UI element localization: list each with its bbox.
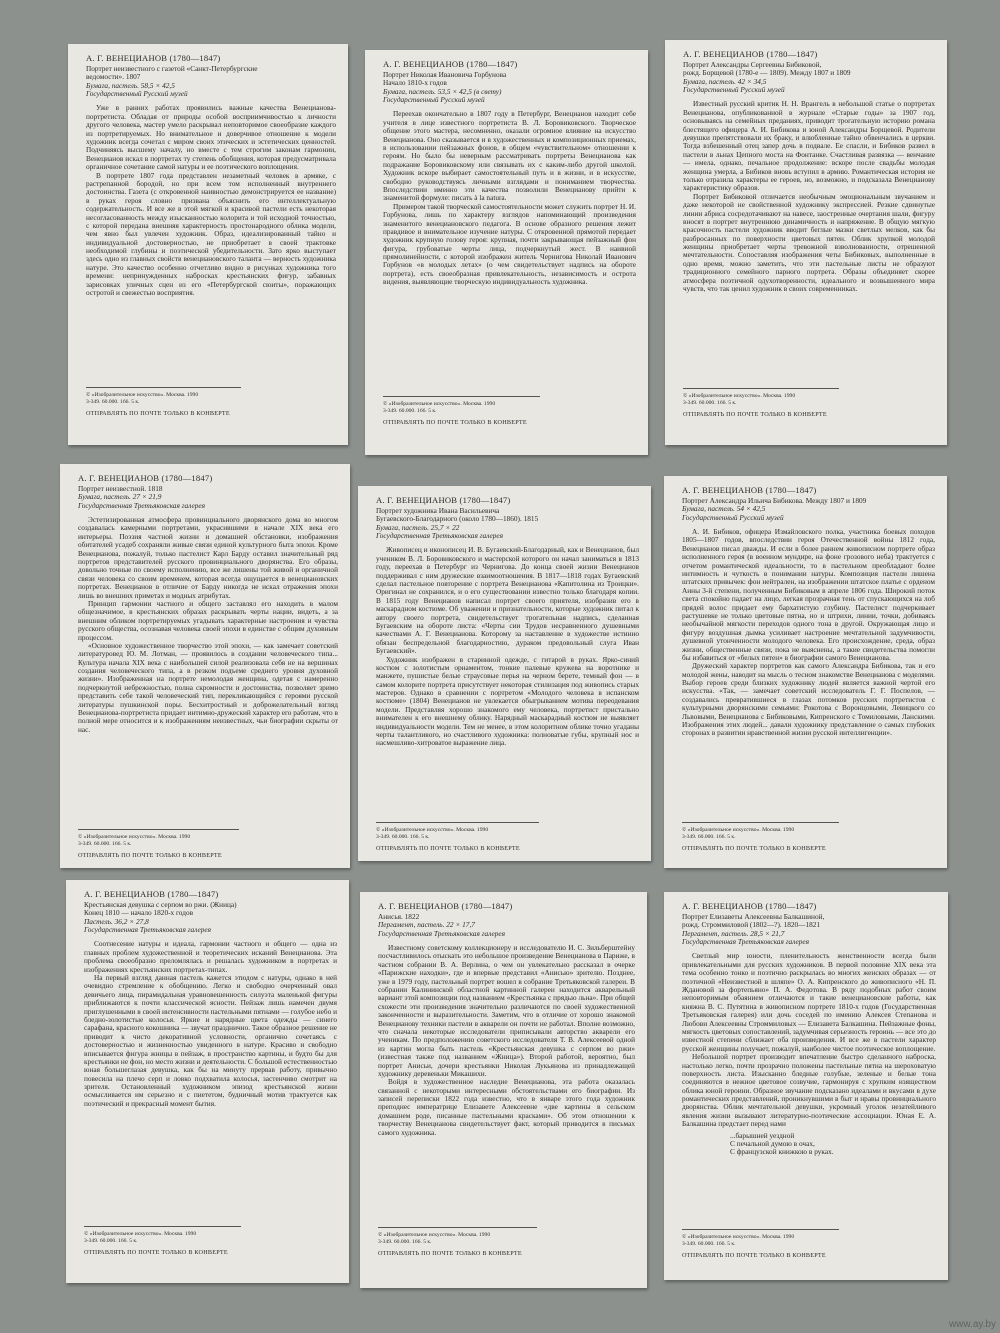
postcard-9 — [664, 892, 948, 1280]
print-code: 3-349. 60.000. 166. 5 к. — [78, 840, 132, 847]
card-footer — [78, 829, 338, 860]
postcard-5 — [358, 486, 651, 861]
mail-notice: ОТПРАВЛЯТЬ ПО ПОЧТЕ ТОЛЬКО В КОНВЕРТЕ — [376, 844, 520, 852]
publisher: © «Изобразительное искусство». Москва. 1990 — [682, 827, 795, 833]
card-collection: Государственный Русский музей — [86, 89, 188, 99]
publisher: © «Изобразительное искусство». Москва. 1990 — [378, 1232, 491, 1238]
mail-notice: ОТПРАВЛЯТЬ ПО ПОЧТЕ ТОЛЬКО В КОНВЕРТЕ — [682, 844, 826, 852]
paragraph: Эстетизированная атмосфера провинциального дворянского дома во многом создавалась камерными портретами, украсившими в начале XIX века его интерьеры. Поэзия частной жизни и домашней обстановки, изображения обитателей усадеб сохраняли живые связи единой культурного быта эпохи. Кроме Венецианова, пожалуй, только пастелист Карл Барду оставил значительный ряд портретов представителей русского провинциального дворянства. Его образы, довольно точные по своему исполнению, все же лишены той живой и органичной связи человека со своим временем, которая всегда ощущается в венециановских портретах. Венецианов в отличие от Барду никогда не искал отражения эпохи лишь во внешних приметах и модных атрибутах. — [78, 515, 338, 600]
paragraph: Портрет Бибиковой отличается необычным эмоциональным звучанием и даже некоторой не свойственной художнику экспрессией. Резкие сдвинутые линии абриса сосредотачивают на навесе, заостренные очертания шали, фигуру вносят в портрет внутреннюю динамичность и напряжение. В общую мягкую красочность пастели художник вводит беглые мазки светлых мелков, как бы разбросанных по поверхности цветовых пятен. Облик хрупкой молодой женщины приобретает черты тревожной взволнованности, отрешенной мечтательности. Сопоставляя изображения четы Бибиковых, выполненные в одно время, можно заметить, что эти пастельные листы не образуют традиционного семейного парного портрета. Образы объединяет скорее атмосфера поэтичной одухотворенности, идеального и возвышенного мира чувств, что так ценил художник в своих современниках. — [683, 191, 935, 294]
card-title: Портрет Александры Сергеевны Бибиковой, — [683, 59, 822, 69]
mail-notice: ОТПРАВЛЯТЬ ПО ПОЧТЕ ТОЛЬКО В КОНВЕРТЕ — [683, 410, 827, 418]
card-title: Портрет Александра Ильича Бибикова. Между 1807 и 1809 — [682, 495, 867, 505]
mail-notice: ОТПРАВЛЯТЬ ПО ПОЧТЕ ТОЛЬКО В КОНВЕРТЕ — [383, 418, 527, 426]
footer-rule — [376, 822, 539, 823]
card-technique: Бумага, пастель. 54 × 42,5 — [682, 504, 766, 514]
footer-rule — [78, 829, 239, 830]
postcard-8 — [360, 892, 647, 1288]
verse-line: С французской книжкою в руках. — [730, 1147, 834, 1157]
paragraph: Небольшой портрет производит впечатление быстро сделанного наброска, настолько легко, почти прозрачно положены пастельные пятна на шероховатую поверхность листа. Изысканно бледные голубые, зеленые и белые тона соединяются в нежное цветовое созвучие, гармонируя с хрупким изяществом облика юной героини. Образное звучание подсказано идеалами и вкусами в духе романтических представлений, проникнувшими в быт и нравы провинциального дворянства. Облик мечтательной девушки, укромный уголок незатейливого явления жизни вызывают литературно-поэтические ассоциации. Юная Е. А. Балкашина предстает перед нами — [682, 1052, 936, 1129]
paragraph: А. И. Бибиков, офицера Измайловского полка, участника боевых походов 1805—1807 годов, впоследствии героя Отечественной войны 1812 года, Венецианов писал дважды. И если в более раннем живописном портрете образ исполненного героя (в военном мундире, на фоне грозового неба) трактуется с отчетом романтической идеальности, то в пастельном преобладают более интимность и чуткость в понимании натуры. Композиция пастели лишена штатских привычек: фон нейтрален, на изображении штатское платье с орденом Анны 3-й степени, полученным Бибиковым в апреле 1806 года. Широкий поток света спокойно падает на лицо, легкая прозрачная тень от спускающихся на лоб прядей волос придает ему бархатистую глубину. Пастелист подчеркивает растушевке не только цветовые пятна, но и штрихи, линии, точки, добиваясь необычайной мягкости переходов одного тона в другой. Окружающая лицо и фигуру воздушная дымка усиливает настроение мечтательной задумчивости, душевной утонченности молодого человека. Его происхождение, среда, образ жизни, общественные связи, пока не выяснены, а такие свидетельства помогли бы избавиться от «белых пятен» в биографии самого Венецианова. — [682, 527, 935, 662]
card-author: А. Г. ВЕНЕЦИАНОВ (1780—1847) — [683, 49, 818, 59]
card-technique: Бумага, пастель. 58,5 × 42,5 — [86, 80, 175, 90]
postcard-1 — [68, 44, 348, 445]
card-body — [383, 110, 636, 286]
paragraph: Известный русский критик Н. Н. Врангель в небольшой статье о портретах Венецианова, опубликованной в журнале «Старые годы» за 1907 год, основываясь на семейных преданиях, приводит трогательную историю романа блестящего офицера А. И. Бибикова и юной Александры Борщевой. Родители девушки препятствовали их браку, и влюбленные тайно обвенчались в церкви. Тогда взбешенный отец запер дочь в подвале. Ее спасли, и Бибиков развел в пастели в льнах Цепного моста на Фонтанке. Счастливая развязка — венчание — имела, однако, печальное продолжение: вскоре после свадьбы молодая женщина умерла, а Бибиков вновь вступил в армию. Романтическая история не только отразила характеры ее героев, но, возможно, и подсказала Венецианову характеристику образов. — [683, 99, 935, 193]
card-footer — [376, 822, 639, 853]
print-code: 3-349. 60.000. 166. 5 к. — [378, 1238, 432, 1245]
card-title: Начало 1810-х годов — [383, 78, 447, 88]
card-title: Крестьянская девушка с серпом во ржи. (Жница) — [84, 899, 237, 909]
publisher: © «Изобразительное искусство». Москва. 1990 — [683, 393, 796, 399]
card-author: А. Г. ВЕНЕЦИАНОВ (1780—1847) — [682, 901, 817, 911]
paragraph: Соотнесение натуры и идеала, гармонии частного и общего — одна из главных проблем художественной и теоретических исканий Венецианова. Эта проблема своеобразно преломлялась и решалась художником в портретах и изображениях крестьянских портретах-типах. — [84, 939, 337, 974]
print-code: 3-349. 60.000. 166. 5 к. — [682, 1240, 736, 1247]
card-collection: Государственная Третьяковская галерея — [84, 925, 212, 935]
card-title: Портрет Николая Ивановича Горбунова — [383, 69, 507, 79]
card-collection: Государственная Третьяковская галерея — [376, 531, 504, 541]
paragraph: Войдя в художественное наследие Венецианова, эта работа оказалась связанной с некоторыми интересными обстоятельствами его биографии. Из записей переписки 1822 года известно, что в январе этого года художник преподнес императрице Елизавете Алексеевне «две картины в сельском домашнем роде, писанные пастельными красками». Об этом отношении к творчеству Венецианова свидетельствует факт, который приводится в письмах самого художника. — [378, 1077, 635, 1137]
card-footer — [86, 387, 336, 418]
card-title: рожд. Строммиловой (1802—?). 1820—1821 — [682, 920, 821, 930]
postcard-7 — [66, 880, 349, 1283]
publisher: © «Изобразительное искусство». Москва. 1990 — [376, 827, 489, 833]
mail-notice: ОТПРАВЛЯТЬ ПО ПОЧТЕ ТОЛЬКО В КОНВЕРТЕ — [86, 409, 230, 417]
paragraph: Светлый мир юности, пленительность женственности всегда были привлекательными для русских художников. В первой половине XIX века эта тема особенно тонко и поэтично раскрылась во многих женских образах — от поэтичной «Неизвестной в шляпе» О. А. Кипренского до живописного «Н. П. Ждановой за фортепьяно» П. А. Федотова. В ряду подобных работ своим неповторимым обаянием отличаются и такие венециановские работы, как княжна В. С. Путятина в живописном портрете 1810-х годов (Государственная Третьяковская галерея) или дочь соседей по имению Алексея Степанова и Любови Алексеевны Строммиловых — Елизавета Балкашина. Пейзажные фоны, мягкость цветовых сопоставлений, задумчивая серьезность героинь — все это до известной степени сближает оба произведения. И все же в пастели характер русской женщины получает, пожалуй, наиболее чистое поэтическое воплощение. — [682, 951, 936, 1053]
print-code: 3-349. 60.000. 166. 5 к. — [84, 1237, 138, 1244]
publisher: © «Изобразительное искусство». Москва. 1990 — [682, 1234, 795, 1240]
card-body — [378, 944, 635, 1137]
card-body — [683, 100, 935, 293]
print-code: 3-349. 60.000. 166. 5 к. — [682, 833, 736, 840]
card-technique: Пергамент, пастель. 22 × 17,7 — [378, 920, 475, 930]
card-title: Портрет Елизаветы Алексеевны Балкашиной, — [682, 911, 825, 921]
card-body — [682, 528, 935, 738]
card-title: Анисья. 1822 — [378, 911, 420, 921]
paragraph: Уже в ранних работах проявились важные качества Венецианова-портретиста. Обладая от природы особой восприимчивостью к личности другого человека, мастер умело раскрывал неповторимое своеобразие каждого из портретируемых. Но внимательное и доверчивое отношение к модели художник всегда сочетал с миром своих этических и эстетических ценностей. Подчиняясь высшему началу, но вместе с тем строгим законам гармонии, Венецианов искал в портретах ту степень обобщения, которая предусматривала органичное сочетание самой натуры и ее поэтического воплощения. — [86, 103, 336, 172]
mail-notice: ОТПРАВЛЯТЬ ПО ПОЧТЕ ТОЛЬКО В КОНВЕРТЕ — [78, 851, 222, 859]
paragraph: Примером такой творческой самостоятельности может служить портрет Н. И. Горбунова, лишь по характеру взглядов напоминающий произведения знаменитого венециановского педагога. В основе образного решения лежит правдивое и внимательное изучение натуры. С откровенной прямотой передает художник крупную голову героя: крупная, почти закрывающая пейзажный фон фигура, грубоватые черты лица, подчеркнутый жест. В наивной прямолинейности, с которой изображен житель Чернигова Николай Иванович Горбунов «в молодых летах» (о чем свидетельствует надпись на обороте портрета), есть своеобразная привлекательность, независимость и острота видения, выявляющие творческую индивидуальность художника. — [383, 201, 636, 287]
verse-line: ...барышней уездной — [730, 1130, 795, 1140]
card-technique: Пергамент, пастель. 28,5 × 21,7 — [682, 928, 785, 938]
footer-rule — [84, 1226, 241, 1227]
verse-line: С печальной думою в очах, — [730, 1139, 815, 1149]
card-author: А. Г. ВЕНЕЦИАНОВ (1780—1847) — [383, 59, 518, 69]
site-watermark: www.ay.by — [948, 1319, 996, 1330]
publisher: © «Изобразительное искусство». Москва. 1990 — [84, 1231, 197, 1237]
verse-quote — [682, 1132, 936, 1157]
card-technique: Бумага, пастель. 42 × 34,5 — [683, 76, 767, 86]
footer-rule — [683, 388, 839, 389]
card-body — [84, 940, 337, 1108]
paragraph: В портрете 1807 года представлен незаметный человек в армяке, с растрепанной бородой, но при всем том исполненный внутреннего достоинства. Газета (с откровенной наивностью демонстрируется ее название) в руках героя словно призвана объяснить его интеллектуальную содержательность. И все же в этой мягкой и красивой пастели есть некоторая несогласованность между изысканностью колорита и той исходной точностью, с которой передана внешняя характерность простонародного облика модели, чем явно был увлечен художник. Образ, идеализированный тайно и индивидуальной достоверностью, не приобретает в своей трактовке необходимой глубины и поэтической убедительности. Зато ярко выступает здесь одно из главных свойств венециановского таланта — верность художника натуре. Это качество особенно отчетливо видно в рисунках художника того времени: непринужденных набросках крестьянских фигур, забавных зарисовках уличных сцен из его «Петербургской сюиты», поражающих остротой и свежестью восприятия. — [86, 170, 336, 298]
mail-notice: ОТПРАВЛЯТЬ ПО ПОЧТЕ ТОЛЬКО В КОНВЕРТЕ — [84, 1248, 228, 1256]
footer-rule — [383, 396, 540, 397]
publisher: © «Изобразительное искусство». Москва. 1990 — [86, 392, 199, 398]
footer-rule — [86, 387, 241, 388]
paragraph: Переехав окончательно в 1807 году в Петербург, Венецианов находит себе учителя в лице известного портретиста В. Л. Боровиковского. Творческое общение этого мастера, несомненно, оказали огромное влияние на искусство Венецианова. Оно сказывается и в художественных и композиционных приемах, в использовании пейзажных фонов, в общем «чувствительном» отношении к героям. Но было бы неверным рассматривать портреты Венецианова как подражание Боровиковскому или связывать их с каким-либо другой школой. Художник вскоре выбирает самостоятельный путь и в жизни, и в искусстве, свободно руководствуясь личными взглядами и пониманием творчества. Впоследствии именно эти качества позволили Венецианову прийти к знаменитой формуле: писать à la natura. — [383, 109, 636, 203]
card-footer — [84, 1226, 337, 1257]
card-title: Бугаевского-Благодарного (около 1780—1860). 1815 — [376, 514, 539, 524]
card-author: А. Г. ВЕНЕЦИАНОВ (1780—1847) — [84, 889, 219, 899]
card-author: А. Г. ВЕНЕЦИАНОВ (1780—1847) — [86, 53, 221, 63]
card-body — [86, 104, 336, 297]
postcard-4 — [60, 464, 350, 868]
card-collection: Государственная Третьяковская галерея — [78, 500, 206, 510]
card-collection: Государственная Третьяковская галерея — [682, 937, 810, 947]
postcard-3 — [665, 40, 947, 445]
paragraph: Дружеский характер портретов как самого Александра Бибикова, так и его молодой жены, наводит на мысль о тесном знакомстве Венецианова с моделями. Выбор героев среди близких художнику людей является важной чертой его искусства. «Так, — замечает советский исследователь Г. Г. Поспелов, — создавались превратившиеся в глазах потомков русских портретистов с культурными дворянскими семьями: Рокотова с Воронцовыми, Левицкого со Львовыми, Венецианова с Бибиковыми, Кипренского с Томиловыми, Ланскими. Изображения этих людей... давали художнику представление о самых глубоких сторонах в развитии нравственной жизни русской интеллигенции». — [682, 661, 935, 738]
card-title: ведомости». 1807 — [86, 72, 141, 82]
footer-rule — [378, 1227, 537, 1228]
card-footer — [383, 396, 636, 427]
card-title: Портрет неизвестного с газетой «Санкт-Петербургские — [86, 63, 258, 73]
card-footer — [378, 1227, 635, 1258]
card-collection: Государственная Третьяковская галерея — [378, 928, 506, 938]
postcard-2 — [365, 50, 648, 455]
card-footer — [682, 1229, 936, 1260]
card-technique: Бумага, пастель. 27 × 21,9 — [78, 492, 162, 502]
paragraph: Известному советскому коллекционеру и исследователю И. С. Зильберштейну посчастливилось отыскать это небольшое произведение Венецианова в Париже, в частном собрании В. А. Верлина, о чем он увлекательно рассказал в очерке «Парижские находки», где и впервые представил «Анисью» зрителю. Позднее, уже в 1979 году, пастельный портрет вошел в собрание Третьяковской галереи. В собрании Калининской областной картинной галереи находится акварельный вариант этой композиции под названием «Крестьянка с прядью льна». При общей схожести эти произведения значительно различаются по своей художественной законченности и выразительности. Заметим, что в отличие от хорошо знакомой Венецианову техники пастели в акварели он почти не работал. Вполне возможно, что сначала некоторые исследователи приписывали авторство акварели его ученикам. По предположению советского исследователя Т. В. Алексеевой одной из картин могла быть пастель «Крестьянская девушка с серпом во ржи» (известная также под названием «Жница»). Второй работой, вероятно, был портрет Анисьи, дочери крестьянки Николая Лукьянова из принадлежащей художнику деревеньки Микашихи. — [378, 943, 635, 1078]
card-footer — [682, 822, 935, 853]
card-title: Портрет художника Ивана Васильевича — [376, 505, 500, 515]
print-code: 3-349. 60.000. 166. 5 к. — [383, 407, 437, 414]
paragraph: На первый взгляд данная пастель кажется этюдом с натуры, однако в ней очевидно стремление к обобщению. Легко и свободно очерченный овал девичьего лица, пирамидальная уравновешенность силуэта маленькой фигуры приближаются к почти классической ясности. Пейзаж лишь намечен двумя приглушенными в своей интенсивности пастельными пятнами — голубое небо и бледно-золотистые колосья. Яркие и нарядные цвета одежды — синего сарафана, красного кокошника — звучат празднично. Такое образное решение не приводит к чисто декоративной условности, органично сочетаясь с достоверностью и жизненностью увиденного в натуре. Красиво и свободно вписывается фигура жницы в пейзаж, в пространство картины, и будто бы для крестьянки не фон, но место жизни и деятельности. С большой естественностью юная большеглазая девушка, как бы на минуту прервав работу, привычно повесила на плечо серп и ловко подхватила колосья, застенчиво смотрит на зрителя. Остановленный художником эпизод крестьянской жизни осмысливается им серьезно и с пиететом, будничный мотив трактуется как поэтический и прекрасный момент бытия. — [84, 973, 337, 1108]
publisher: © «Изобразительное искусство». Москва. 1990 — [383, 401, 496, 407]
footer-rule — [682, 1229, 839, 1230]
card-body — [682, 952, 936, 1156]
paragraph: Принцип гармонии частного и общего заставлял его находить в малом общезначимое, в крестьянских образах раскрывать черты нации, видеть, а за внешним обликом портретируемых угадывать характерные настроения и чувства русского общества, осознавая человека своей эпохи в единстве с общим духовным процессом. — [78, 598, 338, 642]
card-title: Конец 1810 — начало 1820-х годов — [84, 908, 194, 918]
card-footer — [683, 388, 935, 419]
card-collection: Государственный Русский музей — [383, 95, 485, 105]
paragraph: «Основное художественное творчество этой эпохи, — как замечает советский литературовед Ю. М. Лотман, — проявилось в создании человеческого типа... Культура начала XIX века с наибольшей силой реализовала себя не на вершинах создания человеческого типа, а в резком подъеме среднего уровня духовной жизни». Изображенная на портрете немолодая женщина, одетая с намеренно подчеркнутой небрежностью, полна скромности и достоинства, позволяет зримо представить себе такой человеческий тип, перекликающийся с героями русской литературы пушкинской поры. Бесхитростный и доброжелательный взгляд Венецианова-портретиста придает интимно-дружеский характер его работам, что в полной мере относится и к изображениям неизвестных, чьи биографии скрыты от нас. — [78, 640, 338, 734]
mail-notice: ОТПРАВЛЯТЬ ПО ПОЧТЕ ТОЛЬКО В КОНВЕРТЕ — [682, 1251, 826, 1259]
card-collection: Государственный Русский музей — [683, 85, 785, 95]
card-author: А. Г. ВЕНЕЦИАНОВ (1780—1847) — [378, 901, 513, 911]
footer-rule — [682, 822, 839, 823]
card-technique: Пастель. 36,2 × 27,8 — [84, 916, 149, 926]
print-code: 3-349. 60.000. 166. 5 к. — [376, 833, 430, 840]
paragraph: Художник изображен в старинной одежде, с гитарой в руках. Ярко-синий костюм с золотистым орнаментом, тонкие палевые кружева на воротнике и манжете, пушистые белые страусовые перья на черном берете, темный фон — в самом колорите портрета присутствует некоторая стилизация под живопись старых мастеров. Однако в сравнении с портретом «Молодого человека в испанском костюме» (1804) Венецианов не увлекается обыгрыванием мотива переодевания модели. Представляя хорошо знакомого ему человека, портретист пристально внимателен к его внешнему облику. Нарядный маскарадный костюм не выявляет индивидуальности модели. Тем не менее, в этом колоритном облике точно угаданы черты талантливого, но счастливого художника: полноватые губы, крупный нос и насмешливо-хитроватое выражение лица. — [376, 654, 639, 748]
print-code: 3-349. 60.000. 166. 5 к. — [683, 399, 737, 406]
postcard-6 — [664, 476, 947, 868]
card-author: А. Г. ВЕНЕЦИАНОВ (1780—1847) — [376, 495, 511, 505]
mail-notice: ОТПРАВЛЯТЬ ПО ПОЧТЕ ТОЛЬКО В КОНВЕРТЕ — [378, 1249, 522, 1257]
publisher: © «Изобразительное искусство». Москва. 1990 — [78, 834, 191, 840]
card-author: А. Г. ВЕНЕЦИАНОВ (1780—1847) — [682, 485, 817, 495]
card-technique: Бумага, пастель. 53,5 × 42,5 (в свету) — [383, 86, 502, 96]
card-title: рожд. Борщевой (1780-е — 1809). Между 1807 и 1809 — [683, 68, 851, 78]
card-author: А. Г. ВЕНЕЦИАНОВ (1780—1847) — [78, 473, 213, 483]
card-title: Портрет неизвестной. 1818 — [78, 483, 163, 493]
card-body — [78, 516, 338, 734]
card-collection: Государственный Русский музей — [682, 512, 784, 522]
print-code: 3-349. 60.000. 166. 5 к. — [86, 398, 140, 405]
paragraph: Живописец и иконописец И. В. Бугаевский-Благодарный, как и Венецианов, был учеником В. Л. Боровиковского и мастерской которого он начал заниматься в 1813 году, переехав в Петербург из Чернигова. До конца своей жизни Венецианов поддерживал с ним дружеские взаимоотношения. В 1817—1818 годах Бугаевский сделал пастельное повторение с портрета Венецианова «Капитолина из Троицки». Оригинал не сохранился, и о его существовании известно только благодаря копии. В 1815 году Венецианов написал портрет своего приятеля, изобразив его в маскарадном костюме. Об уважении и признательности, которые художник питал к автору своего портрета, свидетельствует трогательная надпись, сделанная Бугаевским на обороте листа: «Черты сии Трудов несравненного душевными качествами А. Г. Венецианова. Которому за наставление в художестве истинно обязан беспредельной благодарностию, дураком предовольный слуга Иван Бугаевский». — [376, 545, 639, 656]
card-technique: Бумага, пастель. 25,7 × 22 — [376, 522, 460, 532]
card-body — [376, 546, 639, 747]
